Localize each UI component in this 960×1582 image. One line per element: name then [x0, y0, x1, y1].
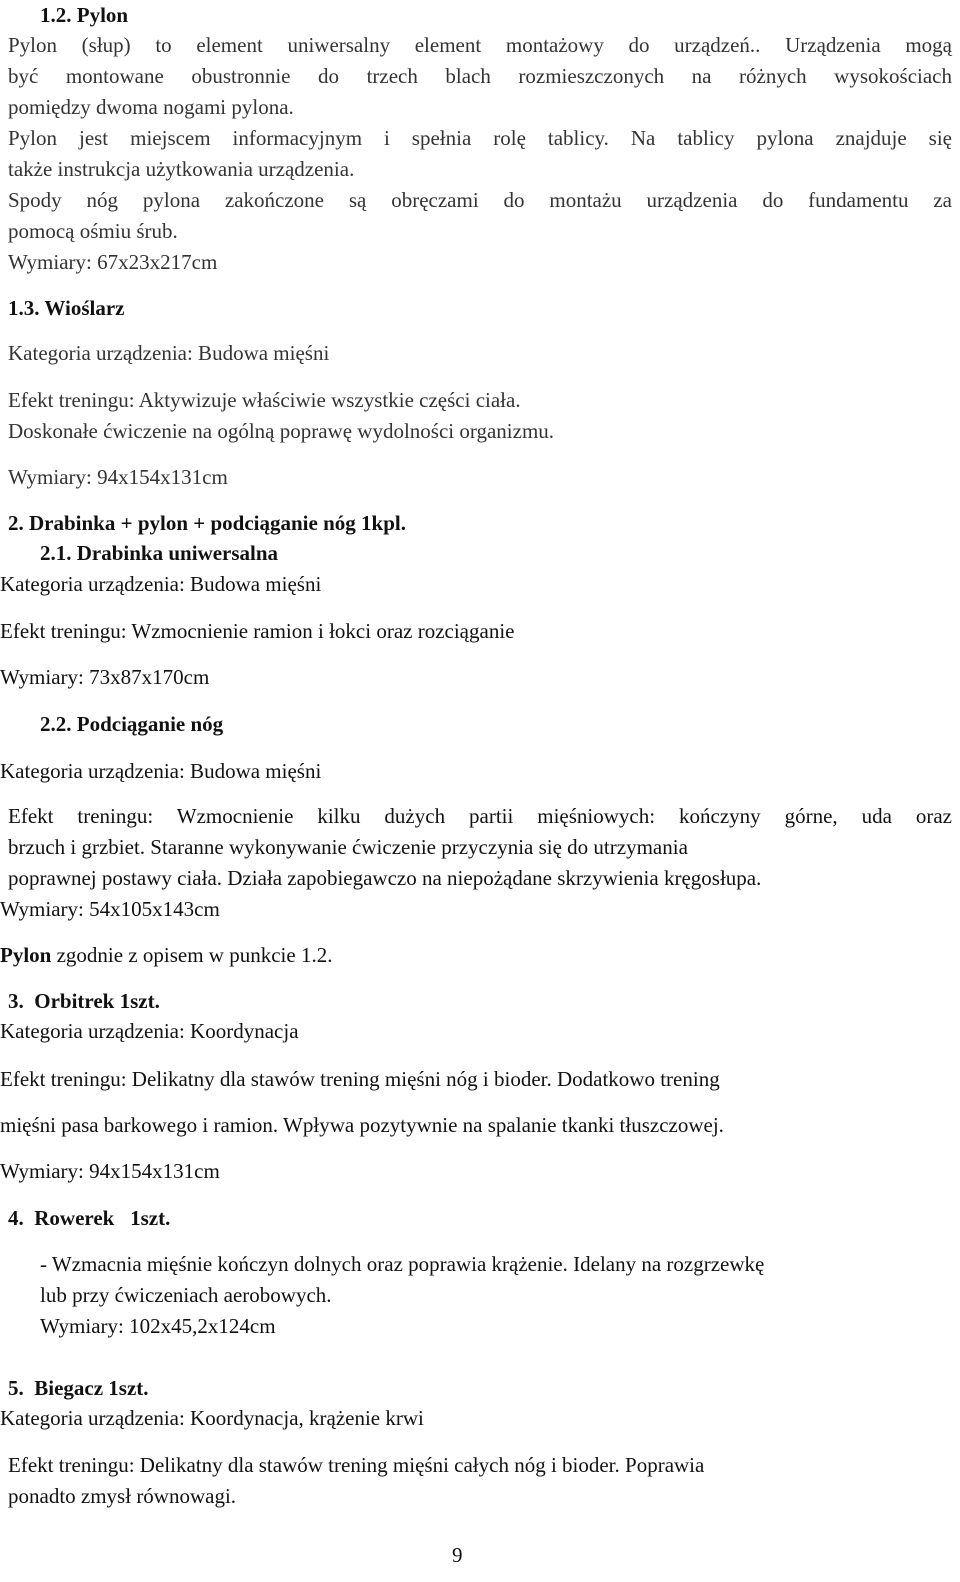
ladder-dimensions: Wymiary: 73x87x170cm — [0, 665, 210, 689]
page-number: 9 — [452, 1543, 463, 1567]
rower-dimensions: Wymiary: 94x154x131cm — [8, 465, 228, 489]
bike-line-2: lub przy ćwiczeniach aerobowych. — [40, 1283, 332, 1307]
leg-raise-effect-line-2: brzuch i grzbiet. Staranne wykonywanie ćwiczenie przyczynia się do utrzymania — [8, 835, 688, 859]
pylon-line-7: pomocą ośmiu śrub. — [8, 219, 178, 243]
bike-dimensions: Wymiary: 102x45,2x124cm — [40, 1314, 276, 1338]
pylon-reference — [0, 945, 332, 966]
orbitrek-effect-line-2: mięśni pasa barkowego i ramion. Wpływa pozytywnie na spalanie tkanki tłuszczowej. — [0, 1113, 724, 1137]
section-heading-5: 5. Biegacz 1szt. — [8, 1376, 149, 1400]
section-heading-1-2: 1.2. Pylon — [40, 3, 129, 27]
ladder-category: Kategoria urządzenia: Budowa mięśni — [0, 572, 322, 596]
orbitrek-effect-line-1: Efekt treningu: Delikatny dla stawów trening mięśni nóg i bioder. Dodatkowo trening — [0, 1067, 720, 1091]
rower-effect-line-2: Doskonałe ćwiczenie na ogólną poprawę wydolności organizmu. — [8, 419, 555, 443]
section-heading-2: 2. Drabinka + pylon + podciąganie nóg 1kpl. — [8, 511, 406, 535]
section-heading-4: 4. Rowerek 1szt. — [8, 1206, 171, 1230]
ladder-effect: Efekt treningu: Wzmocnienie ramion i łokci oraz rozciąganie — [0, 619, 515, 643]
pylon-dimensions: Wymiary: 67x23x217cm — [8, 250, 218, 274]
pylon-line-1: Pylon (słup) to element uniwersalny element montażowy do urządzeń.. Urządzenia mogą — [8, 33, 952, 57]
leg-raise-category: Kategoria urządzenia: Budowa mięśni — [0, 759, 322, 783]
leg-raise-effect-line-3: poprawnej postawy ciała. Działa zapobiegawczo na niepożądane skrzywienia kręgosłupa. — [8, 866, 762, 890]
rower-category: Kategoria urządzenia: Budowa mięśni — [8, 341, 330, 365]
rower-effect-line-1: Efekt treningu: Aktywizuje właściwie wszystkie części ciała. — [8, 388, 521, 412]
bike-line-1: - Wzmacnia mięśnie kończyn dolnych oraz poprawia krążenie. Idelany na rozgrzewkę — [40, 1252, 765, 1276]
orbitrek-dimensions: Wymiary: 94x154x131cm — [0, 1159, 220, 1183]
leg-raise-dimensions: Wymiary: 54x105x143cm — [0, 897, 220, 921]
pylon-line-4: Pylon jest miejscem informacyjnym i spełnia rolę tablicy. Na tablicy pylona znajduje się — [8, 126, 952, 150]
pylon-line-2: być montowane obustronnie do trzech blach rozmieszczonych na różnych wysokościach — [8, 64, 952, 88]
runner-effect-line-2: ponadto zmysł równowagi. — [8, 1484, 237, 1508]
pylon-reference-bold: Pylon — [0, 943, 52, 967]
orbitrek-category: Kategoria urządzenia: Koordynacja — [0, 1019, 299, 1043]
pylon-reference-text: zgodnie z opisem w punkcie 1.2. — [51, 943, 333, 967]
runner-category: Kategoria urządzenia: Koordynacja, krążenie krwi — [0, 1406, 424, 1430]
section-heading-1-3: 1.3. Wioślarz — [8, 296, 125, 320]
runner-effect-line-1: Efekt treningu: Delikatny dla stawów trening mięśni całych nóg i bioder. Poprawia — [8, 1453, 705, 1477]
section-heading-2-1: 2.1. Drabinka uniwersalna — [40, 541, 279, 565]
leg-raise-effect-line-1: Efekt treningu: Wzmocnienie kilku dużych partii mięśniowych: kończyny górne, uda oraz — [8, 804, 952, 828]
section-heading-3: 3. Orbitrek 1szt. — [8, 989, 160, 1013]
section-heading-2-2: 2.2. Podciąganie nóg — [40, 712, 224, 736]
pylon-line-5: także instrukcja użytkowania urządzenia. — [8, 157, 355, 181]
pylon-line-3: pomiędzy dwoma nogami pylona. — [8, 95, 294, 119]
pylon-line-6: Spody nóg pylona zakończone są obręczami do montażu urządzenia do fundamentu za — [8, 188, 952, 212]
